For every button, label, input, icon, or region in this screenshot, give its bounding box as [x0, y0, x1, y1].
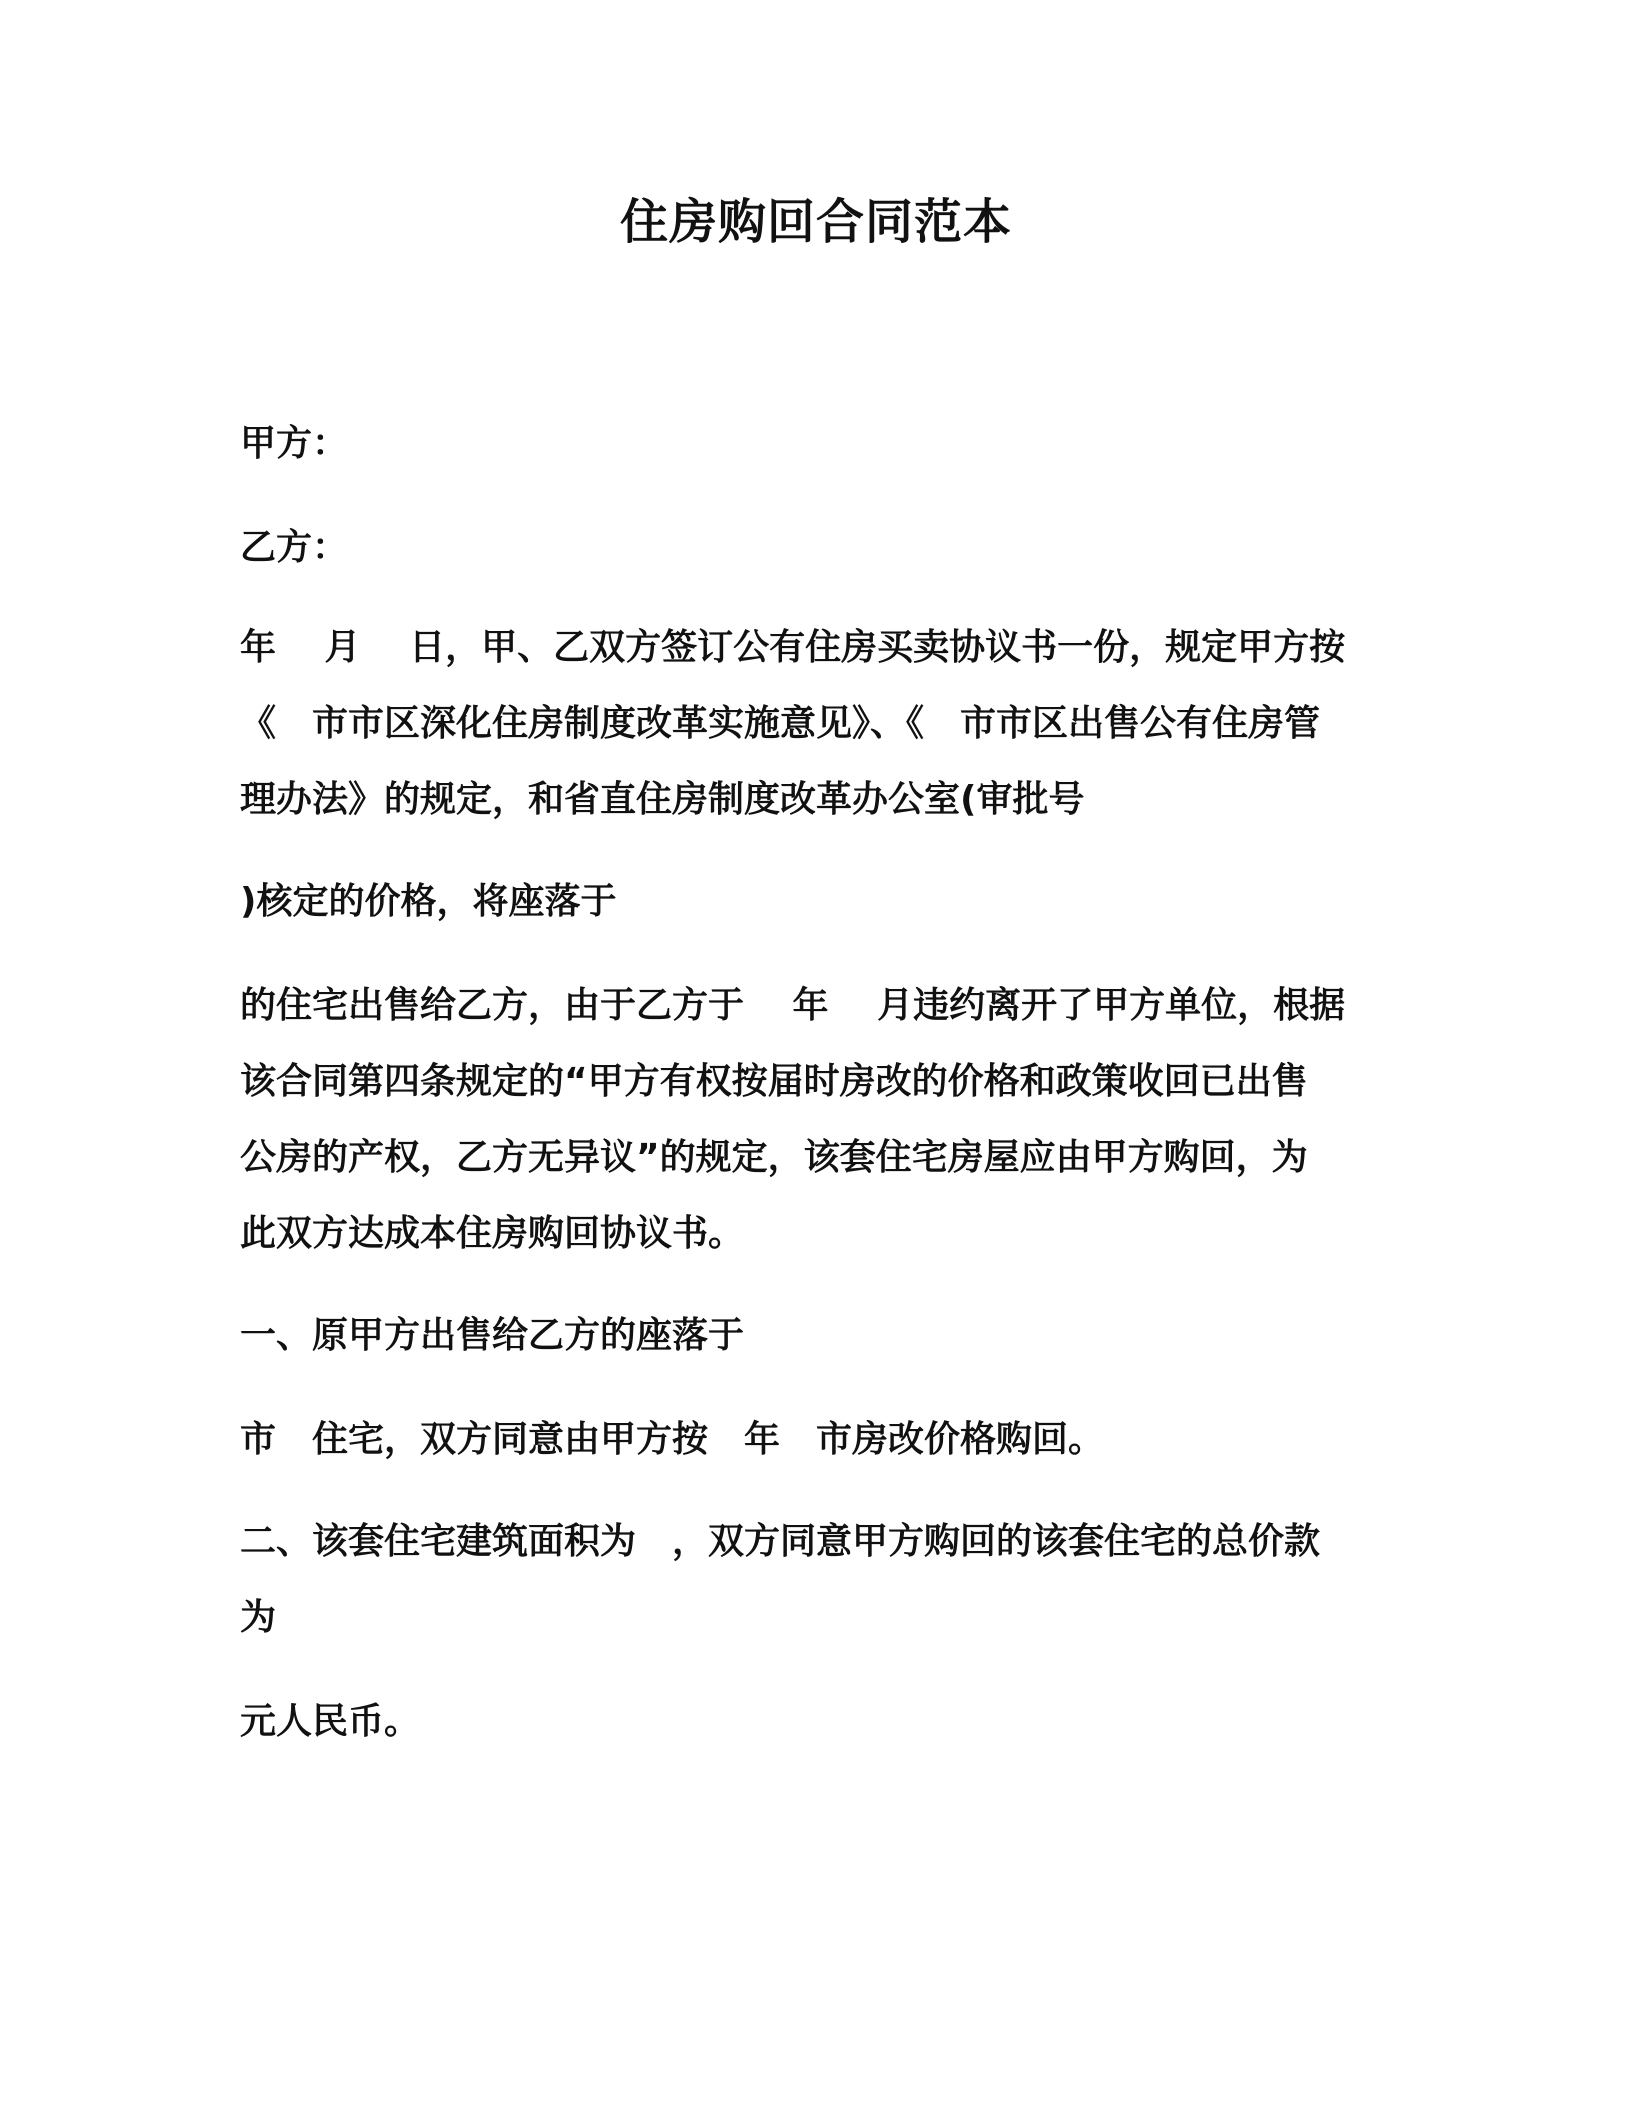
paragraph-line: )核定的价格，将座落于 [240, 881, 617, 922]
paragraph-line: 此双方达成本住房购回协议书。 [240, 1213, 745, 1254]
paragraph-line: 《 市市区深化住房制度改革实施意见》、《 市市区出售公有住房管 [240, 703, 1321, 744]
clause-two-line: 二、该套住宅建筑面积为 ，双方同意甲方购回的该套住宅的总价款 [240, 1521, 1321, 1562]
clause-one-line: 一、原甲方出售给乙方的座落于 [240, 1315, 745, 1356]
paragraph-line: 公房的产权，乙方无异议”的规定，该套住宅房屋应由甲方购回，为 [240, 1137, 1308, 1178]
clause-two-line: 元人民币。 [240, 1701, 421, 1742]
paragraph-line: 年 月 日，甲、乙双方签订公有住房买卖协议书一份，规定甲方按 [240, 627, 1346, 668]
clause-one-line: 市 住宅，双方同意由甲方按 年 市房改价格购回。 [240, 1419, 1105, 1460]
party-a-line: 甲方： [240, 423, 349, 464]
party-b-line: 乙方： [240, 527, 349, 568]
paragraph-line: 理办法》的规定，和省直住房制度改革办公室(审批号 [240, 779, 1085, 820]
paragraph-line: 该合同第四条规定的“甲方有权按届时房改的价格和政策收回已出售 [240, 1061, 1308, 1102]
document-title: 住房购回合同范本 [619, 194, 1012, 250]
clause-two-line: 为 [240, 1597, 277, 1638]
paragraph-line: 的住宅出售给乙方，由于乙方于 年 月违约离开了甲方单位，根据 [240, 985, 1346, 1026]
